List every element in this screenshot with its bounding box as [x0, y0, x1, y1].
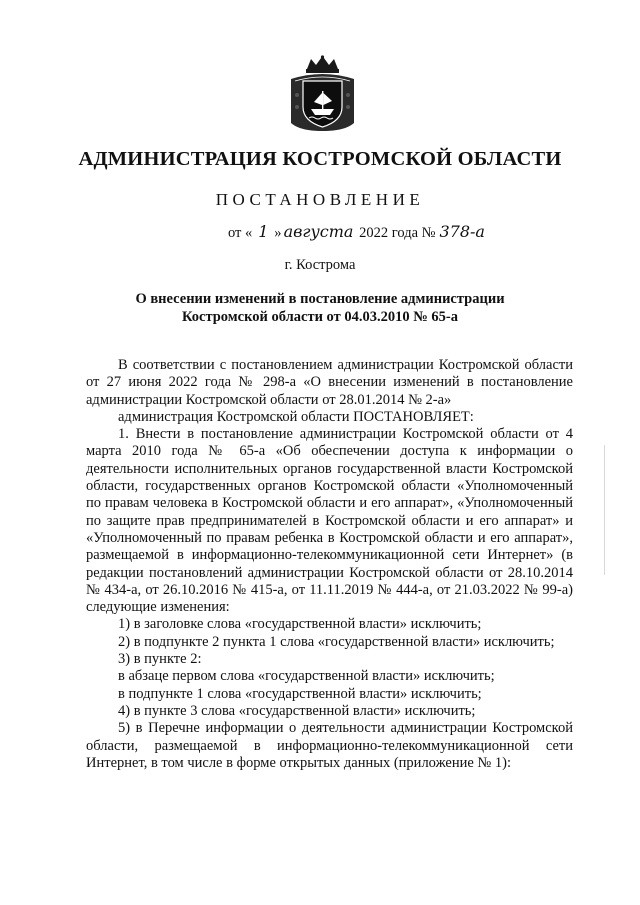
date-year: 2022 года № [359, 225, 436, 241]
paragraph-subitem-4: 4) в пункте 3 слова «государственной власти» исключить; [118, 702, 476, 719]
document-subject [120, 290, 520, 326]
subject-line-1: О внесении изменений в постановление администрации [135, 291, 505, 307]
date-day: 1 [258, 222, 269, 241]
date-prefix: от « [228, 225, 253, 241]
city: г. Кострома [284, 257, 356, 273]
paragraph-preamble: В соответствии с постановлением администрации Костромской области от 27 июня 2022 года № 298-а «О внесении изменений в постановление администрации Костромской области от 28.01.2014 № 2-а» [86, 357, 573, 408]
document-number: 378-а [439, 222, 485, 241]
paragraph-resolves: администрация Костромской области ПОСТАНОВЛЯЕТ: [118, 408, 474, 425]
authority-name: АДМИНИСТРАЦИЯ КОСТРОМСКОЙ ОБЛАСТИ [78, 148, 562, 170]
paragraph-subitem-3b: в подпункте 1 слова «государственной власти» исключить; [118, 685, 482, 702]
document-type: ПОСТАНОВЛЕНИЕ [215, 190, 425, 209]
paragraph-subitem-5: 5) в Перечне информации о деятельности администрации Костромской области, размещаемой в информационно-телекоммуникационной сети Интернет, в том числе в форме открытых данных (приложение № 1): [86, 720, 573, 771]
paragraph-subitem-1: 1) в заголовке слова «государственной власти» исключить; [118, 616, 482, 633]
paragraph-item-1: 1. Внести в постановление администрации Костромской области от 4 марта 2010 года № 65-а «Об обеспечении доступа к информации о деятельности исполнительных органов государственной власти Костромской области, государственных органов Костромской области «Уполномоченный по правам человека в Костромской области и его аппарат», «Уполномоченный по защите прав предпринимателей в Костромской области и его аппарат» и «Уполномоченный по правам ребенка в Костромской области и его аппарат», размещаемой в информационно-телекоммуникационной сети Интернет» (в редакции постановлений администрации Костромской области от 28.10.2014 № 434-а, от 26.10.2016 № 415-а, от 11.11.2019 № 444-а, от 21.03.2022 № 99-а) следующие изменения: [86, 426, 573, 616]
date-line [228, 222, 509, 242]
paragraph-subitem-3: 3) в пункте 2: [118, 651, 202, 668]
page-fold-line [604, 445, 605, 575]
date-mid: » [274, 225, 282, 241]
paragraph-subitem-3a: в абзаце первом слова «государственной власти» исключить; [118, 668, 495, 685]
date-month: августа [283, 222, 354, 241]
document-body [86, 357, 573, 772]
paragraph-subitem-2: 2) в подпункте 2 пункта 1 слова «государственной власти» исключить; [118, 633, 555, 650]
kostroma-coat-of-arms-icon [285, 55, 360, 135]
subject-line-2: Костромской области от 04.03.2010 № 65-а [181, 309, 459, 325]
